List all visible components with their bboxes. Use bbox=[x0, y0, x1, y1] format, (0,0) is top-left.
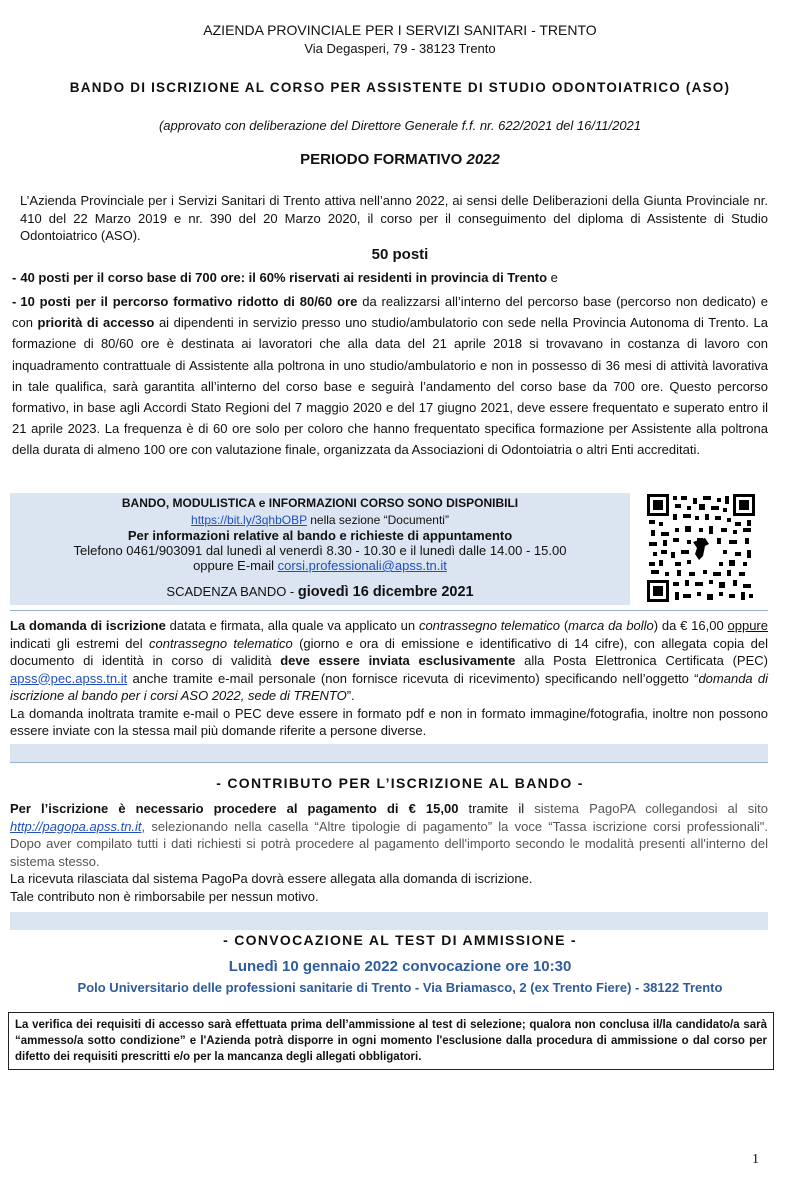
application-text: ) da € 16,00 bbox=[653, 618, 728, 633]
pec-email-link[interactable]: apss@pec.apss.tn.it bbox=[10, 670, 128, 686]
submission-requirement: deve essere inviata esclusivamente bbox=[280, 653, 516, 668]
application-text: (giorno e ora di emissione e identificativo di 14 cifre), con allegata copia del documento di identità in corso di validità bbox=[10, 635, 768, 668]
contribution-paragraph bbox=[10, 800, 768, 905]
application-label: La domanda di iscrizione bbox=[10, 618, 166, 633]
bullet-base-course bbox=[12, 270, 768, 285]
electronic-stamp: contrassegno telematico bbox=[149, 635, 293, 651]
electronic-stamp: contrassegno telematico bbox=[418, 618, 561, 633]
bullet-reduced-course-bold: 10 posti per il percorso formativo ridotto di 80/60 ore bbox=[20, 294, 358, 309]
receipt-note: La ricevuta rilasciata dal sistema PagoPa dovrà essere allegata alla domanda di iscrizione. bbox=[10, 871, 533, 886]
info-box bbox=[10, 493, 630, 605]
contribution-text: sistema PagoPA collegandosi al sito bbox=[534, 801, 768, 816]
section-bar bbox=[10, 744, 768, 762]
org-name: AZIENDA PROVINCIALE PER I SERVIZI SANITARI - TRENTO bbox=[203, 22, 597, 38]
application-text: alla Posta Elettronica Certificata (PEC) bbox=[515, 653, 768, 668]
alternative-option: oppure bbox=[727, 618, 768, 633]
divider bbox=[10, 762, 768, 763]
document-title: BANDO DI ISCRIZIONE AL CORSO PER ASSISTENTE DI STUDIO ODONTOIATRICO (ASO) bbox=[69, 80, 731, 95]
appointments-heading: Per informazioni relative al bando e richieste di appuntamento bbox=[127, 528, 513, 543]
pagopa-link[interactable]: http://pagopa.apss.tn.it bbox=[10, 818, 142, 834]
email-prefix: oppure E-mail bbox=[193, 558, 278, 573]
qr-code-icon[interactable] bbox=[647, 494, 755, 602]
places-count: 50 posti bbox=[371, 246, 429, 263]
training-period-year: 2022 bbox=[466, 151, 500, 168]
approval-note: (approvato con deliberazione del Direttore Generale f.f. nr. 622/2021 del 16/11/2021 bbox=[158, 118, 642, 133]
dash-marker: - bbox=[12, 270, 17, 285]
access-priority: priorità di accesso bbox=[37, 315, 155, 331]
format-note: La domanda inoltrata tramite e-mail o PEC deve essere in formato pdf e non in formato immagine/fotografia, inoltre non possono essere inviate con la stessa mail più domande riferite a persone diverse. bbox=[10, 705, 768, 738]
dash-marker: - bbox=[12, 294, 17, 309]
page-number: 1 bbox=[752, 1152, 759, 1167]
fee-amount: Per l’iscrizione è necessario procedere al pagamento di € 15,00 bbox=[10, 801, 459, 816]
info-box-heading: BANDO, MODULISTICA e INFORMAZIONI CORSO SONO DISPONIBILI bbox=[121, 496, 519, 510]
bullet-reduced-course bbox=[12, 291, 768, 461]
application-text: indicati gli estremi del bbox=[10, 635, 149, 651]
revenue-stamp: marca da bollo bbox=[568, 618, 654, 633]
contribution-text: tramite il bbox=[458, 801, 535, 816]
application-text: ( bbox=[560, 618, 569, 633]
contribution-text: , selezionando nella casella “Altre tipologie di pagamento” la voce “Tassa iscrizione corsi professionali". Dopo aver compilato tutti i dati richiesti si potrà procedere al pagamento dell'importo secondo le modalità presenti all'interno del sistema stesso. bbox=[10, 818, 768, 869]
bullet-reduced-course-details: ai dipendenti in servizio presso uno studio/ambulatorio con sede nella Provincia Autonoma di Trento. La formazione di 80/60 ore è destinata ai lavoratori che alla data del 21 aprile 2018 si trovavano in costanza di lavoro con inquadramento contrattuale di Assistente alla poltrona in uno studio/ambulatorio e non in possesso di 36 mesi di attività lavorativa in tale qualifica, sarà garantita all’interno del corso base e seguirà l’andamento del corso base da 700 ore. Questo percorso formativo, in base agli Accordi Stato Regioni del 7 maggio 2020 e del 17 giugno 2021, deve essere frequentato e superato entro il 21 aprile 2023. La frequenza è di 60 ore solo per coloro che hanno frequentato specifica formazione per Assistente alla poltrona della durata di almeno 100 ore con valutazione finale, organizzata da Associazioni di Odontoiatria o altri Enti accreditati. bbox=[12, 315, 768, 458]
documents-link[interactable]: https://bit.ly/3qhbOBP bbox=[191, 513, 307, 527]
email-subject: domanda di iscrizione al bando per i corsi ASO 2022, sede di TRENTO bbox=[10, 670, 768, 703]
deadline-date: giovedì 16 dicembre 2021 bbox=[297, 584, 474, 600]
divider bbox=[10, 610, 768, 611]
org-address: Via Degasperi, 79 - 38123 Trento bbox=[304, 41, 496, 56]
bullet-base-course-rest: e bbox=[547, 270, 558, 285]
contact-email-link[interactable]: corsi.professionali@apss.tn.it bbox=[277, 558, 447, 573]
application-text: anche tramite e-mail personale (non fornisce ricevuta di ricevimento) specificando nell’oggetto “ bbox=[127, 670, 699, 686]
application-text: datata e firmata, alla quale va applicato un bbox=[165, 618, 419, 633]
section-bar bbox=[10, 912, 768, 930]
email-line bbox=[10, 558, 630, 573]
test-location: Polo Universitario delle professioni sanitarie di Trento - Via Briamasco, 2 (ex Trento Fiere) - 38122 Trento bbox=[77, 980, 723, 995]
training-period bbox=[0, 151, 800, 168]
admission-heading: - CONVOCAZIONE AL TEST DI AMMISSIONE - bbox=[223, 932, 577, 948]
info-box-link-line bbox=[10, 513, 630, 527]
intro-paragraph: L’Azienda Provinciale per i Servizi Sanitari di Trento attiva nell’anno 2022, ai sensi delle Deliberazioni della Giunta Provinciale nr. 410 del 22 Marzo 2019 e nr. 390 del 20 Marzo 2020, il corso per il conseguimento del diploma di Assistente di Studio Odontoiatrico (ASO). bbox=[20, 193, 768, 243]
application-text: ”. bbox=[346, 688, 355, 703]
phone-hours: Telefono 0461/903091 dal lunedì al venerdì 8.30 - 10.30 e il lunedì dalle 14.00 - 15.00 bbox=[73, 543, 567, 558]
application-paragraph bbox=[10, 617, 768, 740]
bullet-base-course-bold: 40 posti per il corso base di 700 ore: il 60% riservati ai residenti in provincia di Trento bbox=[20, 270, 548, 285]
non-refundable-note: Tale contributo non è rimborsabile per nessun motivo. bbox=[10, 888, 319, 904]
test-date: Lunedì 10 gennaio 2022 convocazione ore 10:30 bbox=[228, 958, 572, 975]
contribution-heading: - CONTRIBUTO PER L’ISCRIZIONE AL BANDO - bbox=[216, 775, 584, 791]
documents-section-note: nella sezione “Documenti” bbox=[306, 513, 449, 527]
deadline-label: SCADENZA BANDO - bbox=[166, 584, 298, 599]
bullet-reduced-course-text: da realizzarsi all’interno del percorso base (percorso non dedicato) e con bbox=[12, 294, 768, 331]
training-period-label: PERIODO FORMATIVO bbox=[300, 151, 467, 168]
requirements-notice: La verifica dei requisiti di accesso sarà effettuata prima dell’ammissione al test di selezione; qualora non conclusa il/la candidato/a sarà “ammesso/a sotto condizione” e l'Azienda potrà disporre in ogni momento l'esclusione dalla procedura di ammissione o dal corso per difetto dei requisiti prescritti e/o per la mancanza degli allegati obbligatori. bbox=[8, 1012, 774, 1070]
deadline-line bbox=[10, 584, 630, 600]
